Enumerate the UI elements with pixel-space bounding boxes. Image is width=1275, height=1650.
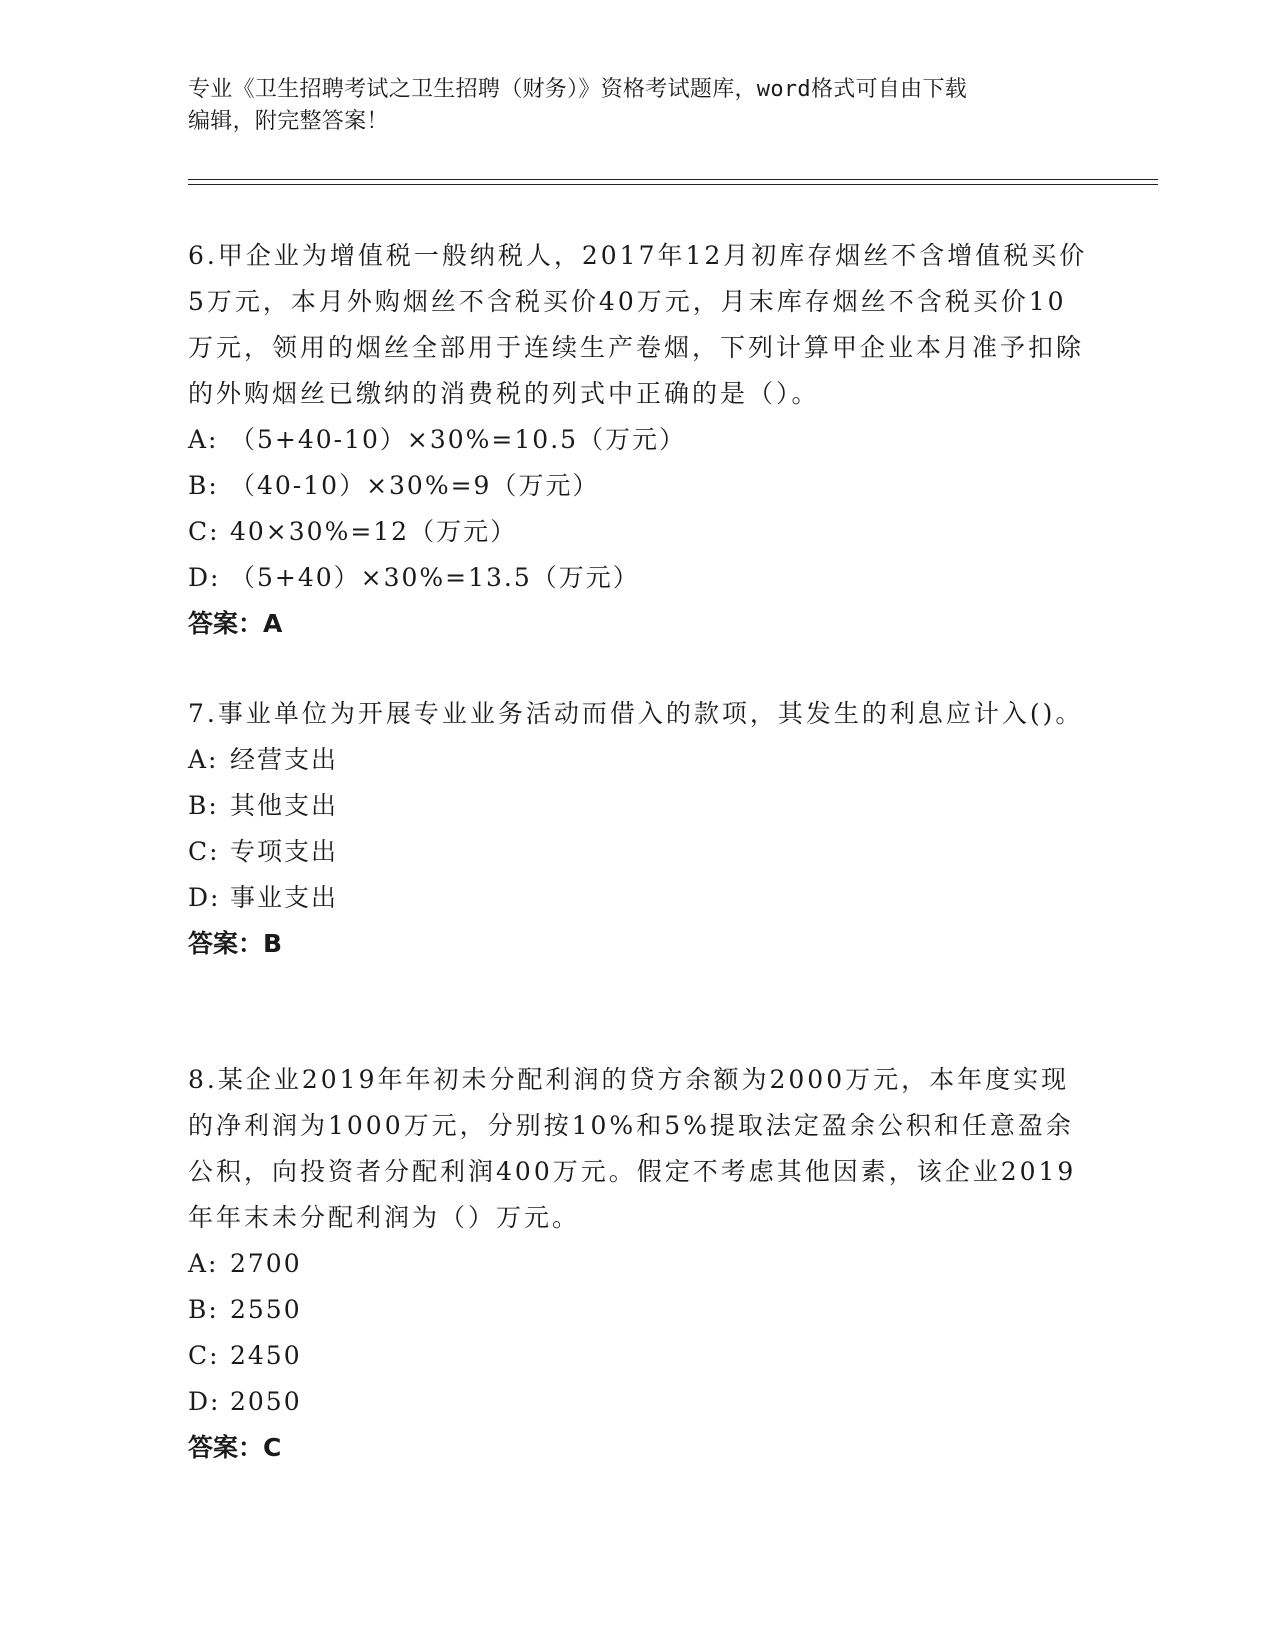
option-c	[188, 509, 1088, 555]
option-key: C:	[188, 517, 220, 546]
option-text: （40-10）×30%=9（万元）	[230, 471, 600, 500]
option-key: B:	[188, 791, 219, 820]
option-text: （5+40）×30%=13.5（万元）	[230, 563, 640, 592]
question-text: 7.事业单位为开展专业业务活动而借入的款项，其发生的利息应计入()。	[188, 699, 1084, 728]
option-text: （5+40-10）×30%=10.5（万元）	[230, 425, 687, 454]
option-d	[188, 875, 1088, 921]
answer-label: 答案：C	[188, 1433, 282, 1462]
option-d	[188, 555, 1088, 601]
header-line-2: 编辑，附完整答案！	[188, 109, 389, 134]
option-text: 40×30%=12（万元）	[230, 517, 518, 546]
option-b	[188, 783, 1088, 829]
option-key: A:	[188, 1249, 219, 1278]
option-key: D:	[188, 563, 221, 592]
question-7	[188, 691, 1088, 967]
option-key: B:	[188, 471, 219, 500]
option-key: B:	[188, 1295, 219, 1324]
option-b	[188, 1287, 1088, 1333]
option-a	[188, 737, 1088, 783]
option-text: 2550	[230, 1295, 302, 1324]
option-b	[188, 463, 1088, 509]
question-text: 8.某企业2019年年初未分配利润的贷方余额为2000万元，本年度实现的净利润为1000万元，分别按10%和5%提取法定盈余公积和任意盈余公积，向投资者分配利润400万元。假定不考虑其他因素，该企业2019年年末未分配利润为（）万元。	[188, 1065, 1077, 1232]
option-key: C:	[188, 1341, 220, 1370]
option-text: 2450	[230, 1341, 302, 1370]
option-text: 2700	[230, 1249, 302, 1278]
header-divider-bottom	[188, 184, 1158, 185]
header-line-1: 专业《卫生招聘考试之卫生招聘（财务）》资格考试题库，word格式可自由下载	[188, 77, 968, 102]
answer-label: 答案：A	[188, 609, 283, 638]
option-c	[188, 829, 1088, 875]
option-d	[188, 1379, 1088, 1425]
question-6	[188, 233, 1088, 647]
option-key: D:	[188, 1387, 221, 1416]
option-a	[188, 417, 1088, 463]
option-text: 专项支出	[230, 837, 339, 866]
option-c	[188, 1333, 1088, 1379]
option-text: 2050	[230, 1387, 302, 1416]
option-key: A:	[188, 425, 219, 454]
option-text: 其他支出	[230, 791, 339, 820]
option-text: 事业支出	[230, 883, 339, 912]
header-divider-top	[188, 179, 1158, 180]
option-key: D:	[188, 883, 221, 912]
option-key: A:	[188, 745, 219, 774]
answer-label: 答案：B	[188, 929, 283, 958]
question-8	[188, 1057, 1088, 1471]
option-text: 经营支出	[230, 745, 339, 774]
question-text: 6.甲企业为增值税一般纳税人，2017年12月初库存烟丝不含增值税买价5万元，本月外购烟丝不含税买价40万元，月末库存烟丝不含税买价10万元，领用的烟丝全部用于连续生产卷烟，下列计算甲企业本月准予扣除的外购烟丝已缴纳的消费税的列式中正确的是（）。	[188, 241, 1088, 408]
option-a	[188, 1241, 1088, 1287]
document-header	[188, 74, 1088, 138]
option-key: C:	[188, 837, 220, 866]
